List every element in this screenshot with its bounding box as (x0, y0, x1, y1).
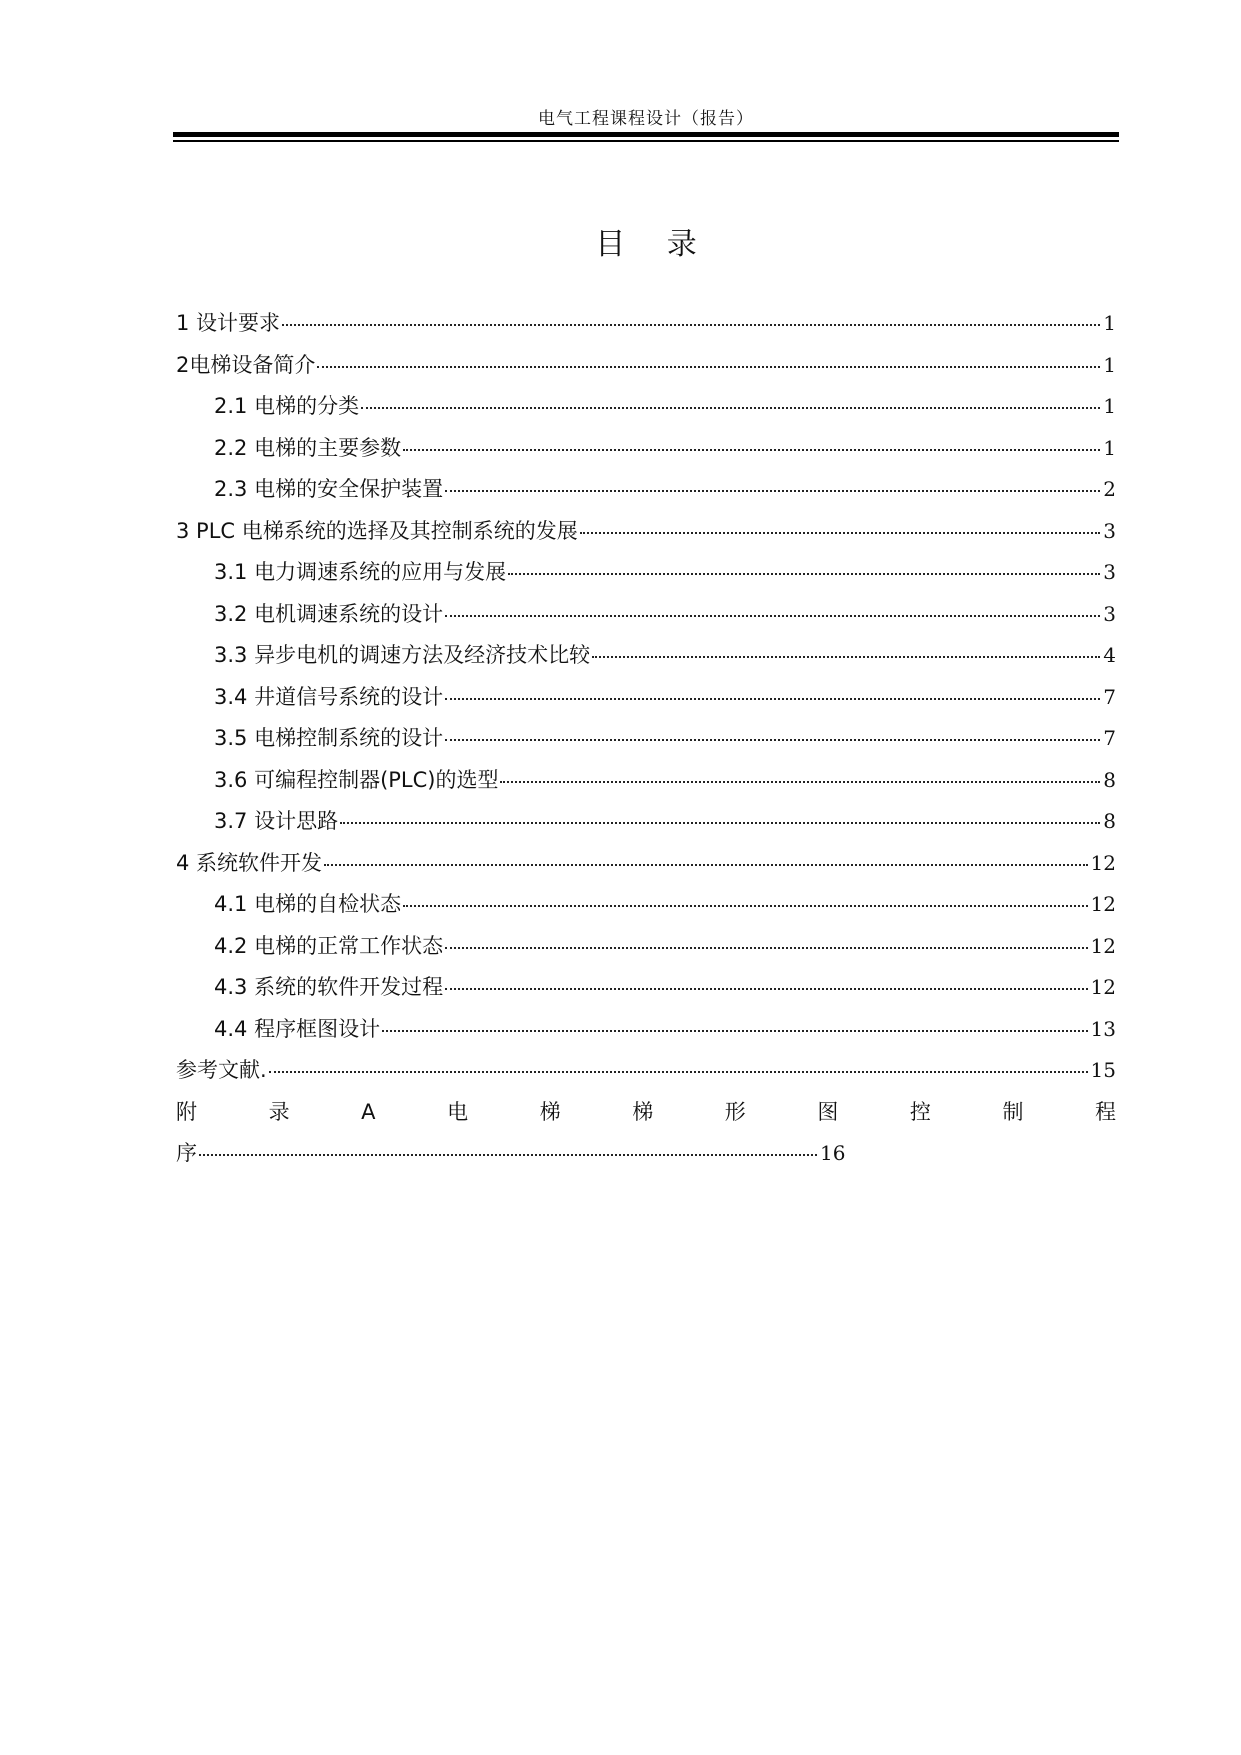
toc-entry[interactable] (176, 307, 1116, 349)
toc-entry-label: 4 系统软件开发 (176, 850, 323, 875)
toc-appendix-char: 附 (176, 1099, 197, 1124)
toc-leader-dots (324, 864, 1088, 866)
toc-entry-appendix-line2[interactable] (176, 1137, 1116, 1179)
toc-appendix-char: 形 (724, 1099, 746, 1124)
toc-leader-dots (361, 407, 1100, 409)
toc-entry[interactable] (176, 349, 1116, 391)
toc-leader-dots (445, 490, 1100, 492)
toc-entry-page: 8 (1103, 767, 1116, 792)
toc-title: 目 录 (595, 227, 713, 262)
toc-entry[interactable] (176, 805, 1116, 847)
toc-entry[interactable] (176, 1013, 1116, 1055)
toc-entry[interactable] (176, 515, 1116, 557)
toc-entry-page: 7 (1103, 684, 1116, 709)
toc-entry-page: 1 (1103, 311, 1116, 335)
toc-entry-label: 4.3 系统的软件开发过程 (214, 975, 444, 999)
toc-appendix-char: 图 (817, 1099, 839, 1124)
toc-leader-dots (508, 573, 1100, 575)
header-rule-thick (173, 132, 1119, 137)
toc-entry-label: 3.6 可编程控制器(PLC)的选型 (214, 767, 499, 792)
toc-entry-label: 2.2 电梯的主要参数 (214, 435, 402, 460)
table-of-contents (176, 307, 1116, 1179)
toc-leader-dots (382, 1030, 1087, 1032)
toc-entries (176, 307, 1116, 1096)
toc-entry-label: 2.3 电梯的安全保护装置 (214, 477, 444, 501)
toc-entry-page: 1 (1103, 394, 1116, 418)
toc-entry[interactable] (176, 971, 1116, 1013)
toc-entry-label: 3.3 异步电机的调速方法及经济技术比较 (214, 643, 591, 667)
toc-entry[interactable] (176, 764, 1116, 806)
toc-entry-label: 3.5 电梯控制系统的设计 (214, 726, 444, 750)
toc-leader-dots (403, 449, 1100, 451)
toc-leader-dots (445, 739, 1100, 741)
toc-entry[interactable] (176, 556, 1116, 598)
toc-leader-dots (445, 988, 1087, 990)
toc-entry-label: 4.4 程序框图设计 (214, 1016, 381, 1041)
toc-entry-page: 15 (1090, 1058, 1116, 1082)
toc-leader-dots (445, 947, 1087, 949)
toc-entry-page: 8 (1103, 809, 1116, 833)
toc-entry-label: 2电梯设备简介 (176, 352, 316, 377)
toc-leader-dots (269, 1071, 1088, 1073)
toc-leader-dots (500, 781, 1100, 783)
toc-appendix-char: 梯 (632, 1099, 654, 1124)
toc-entry-label: 2.1 电梯的分类 (214, 394, 360, 418)
toc-appendix-char: 录 (268, 1099, 290, 1124)
toc-appendix-char: A (361, 1099, 376, 1124)
toc-leader-dots (199, 1154, 817, 1156)
toc-entry-page: 1 (1103, 435, 1116, 460)
toc-entry-label: 参考文献. (176, 1058, 267, 1082)
toc-entry-appendix-line1[interactable] (176, 1096, 1116, 1138)
toc-entry-page: 13 (1090, 1016, 1116, 1041)
toc-entry-page: 12 (1090, 850, 1116, 875)
toc-entry-label: 3.1 电力调速系统的应用与发展 (214, 560, 507, 584)
toc-entry[interactable] (176, 473, 1116, 515)
toc-entry-page: 1 (1103, 352, 1116, 377)
toc-entry[interactable] (176, 681, 1116, 723)
toc-entry-page: 3 (1103, 518, 1116, 543)
toc-leader-dots (580, 532, 1101, 534)
toc-entry-page: 12 (1090, 892, 1116, 916)
toc-entry-page: 3 (1103, 601, 1116, 626)
toc-leader-dots (317, 366, 1100, 368)
toc-entry-page: 12 (1090, 933, 1116, 958)
toc-entry-page: 4 (1103, 643, 1116, 667)
toc-leader-dots (445, 615, 1100, 617)
toc-leader-dots (282, 324, 1100, 326)
toc-entry-label: 3.7 设计思路 (214, 809, 339, 833)
toc-appendix-char: 电 (447, 1099, 469, 1124)
toc-entry-label: 1 设计要求 (176, 311, 281, 335)
toc-entry-page: 12 (1090, 975, 1116, 999)
toc-entry[interactable] (176, 888, 1116, 930)
toc-entry-page: 2 (1103, 477, 1116, 501)
toc-entry[interactable] (176, 598, 1116, 640)
toc-entry-label: 4.2 电梯的正常工作状态 (214, 933, 444, 958)
toc-entry-page: 7 (1103, 726, 1116, 750)
toc-appendix-char: 程 (1095, 1099, 1116, 1124)
toc-entry[interactable] (176, 639, 1116, 681)
toc-entry-label: 3.4 井道信号系统的设计 (214, 684, 444, 709)
toc-entry-label: 4.1 电梯的自检状态 (214, 892, 402, 916)
toc-leader-dots (445, 698, 1100, 700)
toc-entry-page: 3 (1103, 560, 1116, 584)
toc-leader-dots (403, 905, 1087, 907)
toc-entry-label: 3.2 电机调速系统的设计 (214, 601, 444, 626)
toc-appendix-char: 控 (909, 1099, 931, 1124)
toc-entry-label: 序 (176, 1141, 197, 1165)
running-header: 电气工程课程设计（报告） (538, 109, 754, 129)
toc-entry[interactable] (176, 930, 1116, 972)
toc-entry[interactable] (176, 390, 1116, 432)
toc-leader-dots (340, 822, 1100, 824)
toc-leader-dots (592, 656, 1100, 658)
toc-entry[interactable] (176, 847, 1116, 889)
header-rule-thin (173, 140, 1119, 142)
toc-entry-label: 3 PLC 电梯系统的选择及其控制系统的发展 (176, 518, 578, 543)
toc-entry-page: 16 (820, 1141, 846, 1165)
toc-entry[interactable] (176, 722, 1116, 764)
toc-entry[interactable] (176, 1054, 1116, 1096)
toc-entry[interactable] (176, 432, 1116, 474)
toc-appendix-char: 制 (1002, 1099, 1024, 1124)
toc-appendix-char: 梯 (539, 1099, 561, 1124)
